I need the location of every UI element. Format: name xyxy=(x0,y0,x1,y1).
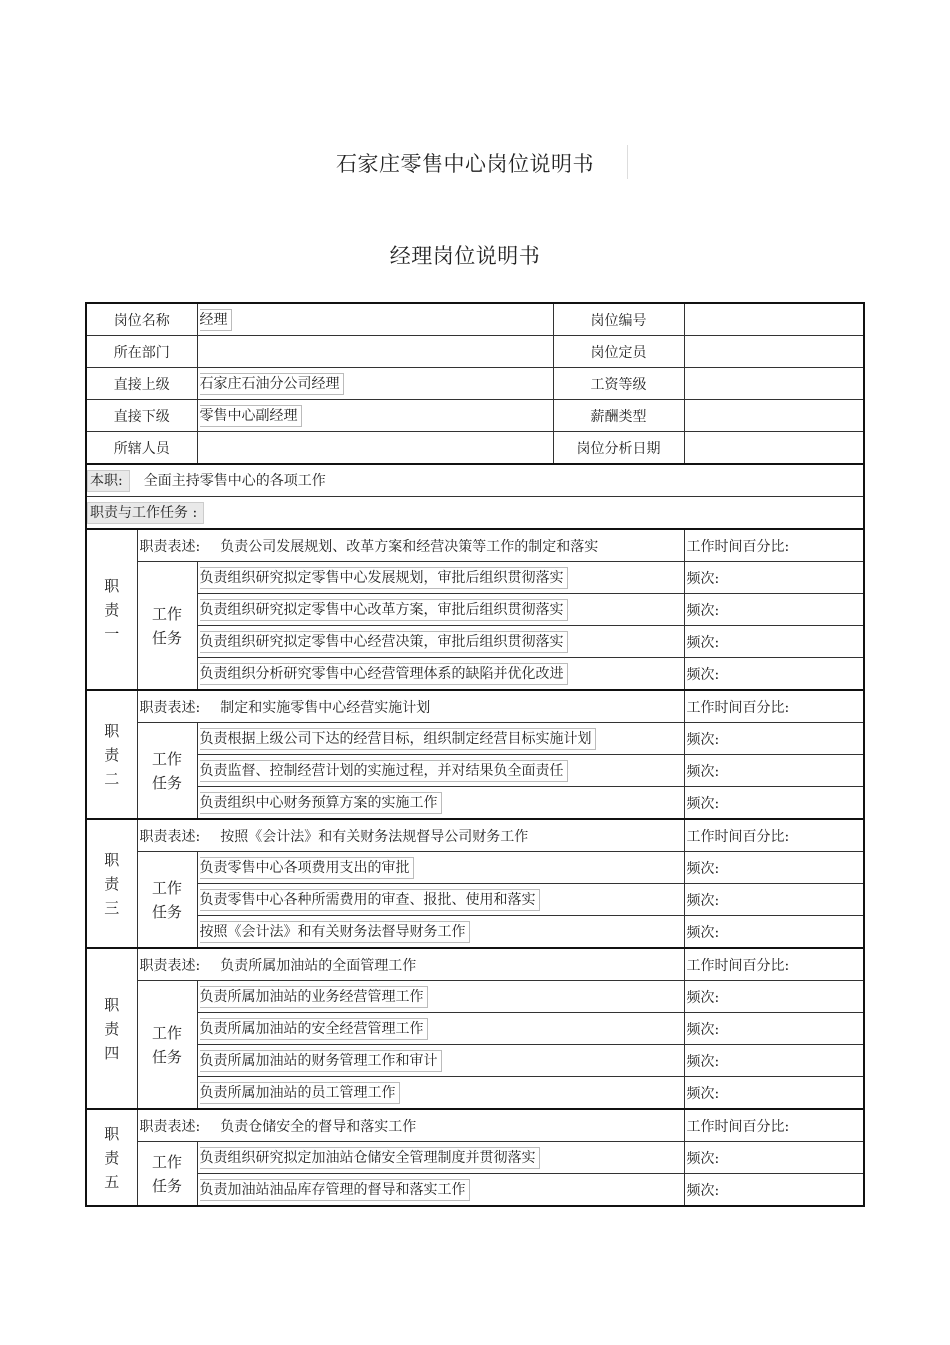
info-value-2 xyxy=(684,400,864,432)
freq-label: 频次: xyxy=(684,1077,864,1110)
task-label-text: 工作任务 xyxy=(152,1023,183,1066)
pct-label: 工作时间百分比: xyxy=(684,1109,864,1142)
task-text-cell xyxy=(197,658,684,691)
responsibility-row xyxy=(86,690,864,723)
task-row xyxy=(86,916,864,949)
info-label: 直接上级 xyxy=(86,368,197,400)
freq-label: 频次: xyxy=(684,787,864,820)
task-text: 负责组织研究拟定零售中心改革方案，审批后组织贯彻落实 xyxy=(200,599,568,621)
position-title: 经理岗位说明书 xyxy=(389,244,541,268)
freq-label: 频次: xyxy=(684,562,864,594)
task-text: 负责组织中心财务预算方案的实施工作 xyxy=(200,792,442,814)
responsibility-row xyxy=(86,948,864,981)
task-text-cell xyxy=(197,723,684,755)
responsibility-name xyxy=(86,529,137,690)
responsibility-desc xyxy=(137,529,684,562)
task-text-cell xyxy=(197,626,684,658)
divider-line xyxy=(627,145,628,179)
freq-label: 频次: xyxy=(684,852,864,884)
info-value xyxy=(197,368,553,400)
task-text-cell xyxy=(197,787,684,820)
task-row xyxy=(86,594,864,626)
task-text: 负责所属加油站的安全经营管理工作 xyxy=(200,1018,428,1040)
task-text: 负责根据上级公司下达的经营目标，组织制定经营目标实施计划 xyxy=(200,728,596,750)
duty-label: 本职: xyxy=(87,470,130,492)
responsibility-name-text: 职责二 xyxy=(104,721,120,788)
task-row xyxy=(86,1045,864,1077)
task-text-cell xyxy=(197,1045,684,1077)
desc-label: 职责表述: xyxy=(139,957,201,974)
task-text-cell xyxy=(197,562,684,594)
info-value-text: 零售中心副经理 xyxy=(200,405,302,427)
task-label-text: 工作任务 xyxy=(152,1152,183,1195)
info-row xyxy=(86,368,864,400)
task-row xyxy=(86,1142,864,1174)
task-label-text: 工作任务 xyxy=(152,749,183,792)
freq-label: 频次: xyxy=(684,755,864,787)
info-row xyxy=(86,336,864,368)
task-row xyxy=(86,562,864,594)
duty-cell xyxy=(86,464,864,497)
freq-label: 频次: xyxy=(684,1142,864,1174)
info-value-2 xyxy=(684,336,864,368)
task-row xyxy=(86,787,864,820)
info-label-2: 薪酬类型 xyxy=(553,400,684,432)
info-value-2 xyxy=(684,432,864,465)
task-label xyxy=(137,852,197,949)
info-row xyxy=(86,303,864,336)
task-row xyxy=(86,658,864,691)
pct-label: 工作时间百分比: xyxy=(684,948,864,981)
info-value-text: 石家庄石油分公司经理 xyxy=(200,373,344,395)
task-text-cell xyxy=(197,755,684,787)
task-text-cell xyxy=(197,916,684,949)
task-text-cell xyxy=(197,594,684,626)
info-value-2 xyxy=(684,303,864,336)
desc-label: 职责表述: xyxy=(139,538,201,555)
info-value-text: 经理 xyxy=(200,309,232,331)
task-label-text: 工作任务 xyxy=(152,878,183,921)
responsibility-row xyxy=(86,1109,864,1142)
info-label: 岗位名称 xyxy=(86,303,197,336)
task-text: 负责组织研究拟定零售中心经营决策，审批后组织贯彻落实 xyxy=(200,631,568,653)
responsibility-name xyxy=(86,690,137,819)
desc-text: 制定和实施零售中心经营实施计划 xyxy=(220,699,431,716)
responsibility-name xyxy=(86,819,137,948)
task-text: 负责加油站油品库存管理的督导和落实工作 xyxy=(200,1179,470,1201)
responsibility-desc xyxy=(137,690,684,723)
desc-text: 负责公司发展规划、改革方案和经营决策等工作的制定和落实 xyxy=(220,538,599,555)
task-text-cell xyxy=(197,1142,684,1174)
freq-label: 频次: xyxy=(684,884,864,916)
info-label-2: 岗位定员 xyxy=(553,336,684,368)
task-row xyxy=(86,852,864,884)
task-text-cell xyxy=(197,1174,684,1207)
responsibility-name-text: 职责五 xyxy=(104,1124,120,1191)
responsibility-row xyxy=(86,529,864,562)
task-text: 负责监督、控制经营计划的实施过程，并对结果负全面责任 xyxy=(200,760,568,782)
document-title: 石家庄零售中心岗位说明书 xyxy=(336,152,594,176)
desc-label: 职责表述: xyxy=(139,828,201,845)
info-value xyxy=(197,400,553,432)
info-value xyxy=(197,303,553,336)
responsibility-row xyxy=(86,819,864,852)
pct-label: 工作时间百分比: xyxy=(684,690,864,723)
task-label xyxy=(137,723,197,820)
task-text: 负责零售中心各项费用支出的审批 xyxy=(200,857,414,879)
info-label: 所在部门 xyxy=(86,336,197,368)
desc-text: 负责所属加油站的全面管理工作 xyxy=(220,957,417,974)
duty-row xyxy=(86,464,864,497)
tasks-header-row xyxy=(86,497,864,530)
freq-label: 频次: xyxy=(684,916,864,949)
duty-text: 全面主持零售中心的各项工作 xyxy=(143,472,326,489)
responsibility-name xyxy=(86,948,137,1109)
freq-label: 频次: xyxy=(684,658,864,691)
task-text-cell xyxy=(197,1077,684,1110)
desc-text: 按照《会计法》和有关财务法规督导公司财务工作 xyxy=(220,828,529,845)
task-label xyxy=(137,1142,197,1207)
info-value xyxy=(197,336,553,368)
info-label-2: 岗位编号 xyxy=(553,303,684,336)
desc-label: 职责表述: xyxy=(139,1118,201,1135)
info-label-2: 岗位分析日期 xyxy=(553,432,684,465)
task-label xyxy=(137,562,197,691)
freq-label: 频次: xyxy=(684,981,864,1013)
task-text: 负责所属加油站的财务管理工作和审计 xyxy=(200,1050,442,1072)
info-value xyxy=(197,432,553,465)
freq-label: 频次: xyxy=(684,626,864,658)
responsibility-name-text: 职责三 xyxy=(104,850,120,917)
responsibility-name xyxy=(86,1109,137,1206)
task-row xyxy=(86,1174,864,1207)
task-row xyxy=(86,884,864,916)
info-row xyxy=(86,432,864,465)
freq-label: 频次: xyxy=(684,1013,864,1045)
task-text: 负责所属加油站的业务经营管理工作 xyxy=(200,986,428,1008)
task-row xyxy=(86,755,864,787)
task-label-text: 工作任务 xyxy=(152,604,183,647)
task-row xyxy=(86,626,864,658)
task-text: 负责组织研究拟定加油站仓储安全管理制度并贯彻落实 xyxy=(200,1147,540,1169)
pct-label: 工作时间百分比: xyxy=(684,529,864,562)
pct-label: 工作时间百分比: xyxy=(684,819,864,852)
task-text: 负责组织研究拟定零售中心发展规划，审批后组织贯彻落实 xyxy=(200,567,568,589)
task-row xyxy=(86,981,864,1013)
task-text-cell xyxy=(197,981,684,1013)
freq-label: 频次: xyxy=(684,1174,864,1207)
info-label: 所辖人员 xyxy=(86,432,197,465)
task-label xyxy=(137,981,197,1110)
info-value-2 xyxy=(684,368,864,400)
responsibility-desc xyxy=(137,819,684,852)
info-label: 直接下级 xyxy=(86,400,197,432)
responsibility-desc xyxy=(137,1109,684,1142)
task-text-cell xyxy=(197,884,684,916)
task-row xyxy=(86,1013,864,1045)
info-row xyxy=(86,400,864,432)
task-text: 负责零售中心各种所需费用的审查、报批、使用和落实 xyxy=(200,889,540,911)
task-text-cell xyxy=(197,1013,684,1045)
freq-label: 频次: xyxy=(684,594,864,626)
task-text: 负责所属加油站的员工管理工作 xyxy=(200,1082,400,1104)
task-row xyxy=(86,723,864,755)
tasks-header: 职责与工作任务 : xyxy=(87,502,204,524)
task-text-cell xyxy=(197,852,684,884)
tasks-header-cell xyxy=(86,497,864,530)
responsibility-name-text: 职责四 xyxy=(104,995,120,1062)
task-text: 负责组织分析研究零售中心经营管理体系的缺陷并优化改进 xyxy=(200,663,568,685)
freq-label: 频次: xyxy=(684,723,864,755)
task-text: 按照《会计法》和有关财务法督导财务工作 xyxy=(200,921,470,943)
task-row xyxy=(86,1077,864,1110)
desc-label: 职责表述: xyxy=(139,699,201,716)
job-description-table xyxy=(85,302,865,1207)
responsibility-name-text: 职责一 xyxy=(104,576,120,643)
freq-label: 频次: xyxy=(684,1045,864,1077)
responsibility-desc xyxy=(137,948,684,981)
info-label-2: 工资等级 xyxy=(553,368,684,400)
desc-text: 负责仓储安全的督导和落实工作 xyxy=(220,1118,417,1135)
